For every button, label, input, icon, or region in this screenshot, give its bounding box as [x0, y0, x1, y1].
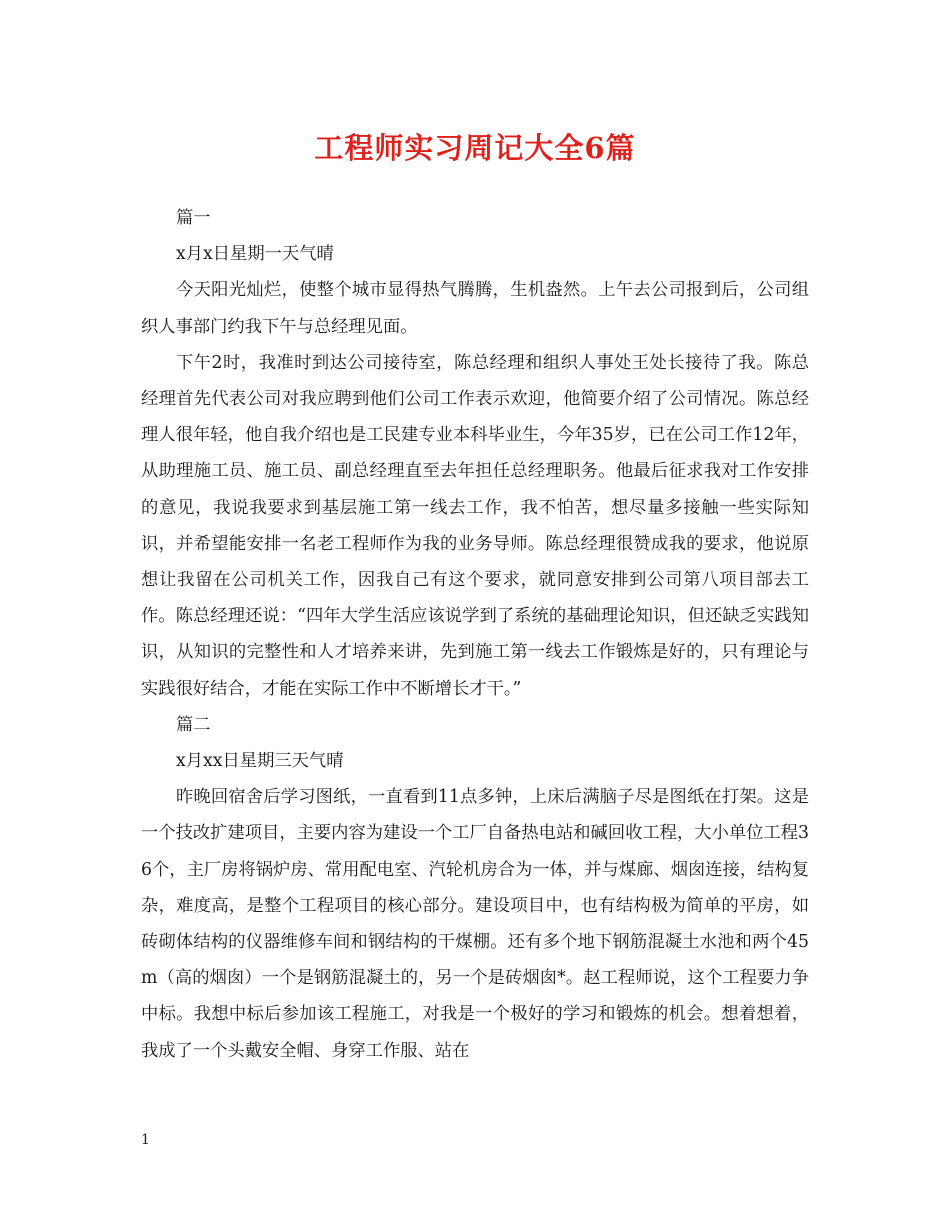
paragraph: 下午2时，我准时到达公司接待室，陈总经理和组织人事处王处长接待了我。陈总经理首先代表公司对我应聘到他们公司工作表示欢迎，他简要介绍了公司情况。陈总经理人很年轻，他自我介绍也是工民建专业本科毕业生，今年35岁，已在公司工作12年，从助理施工员、施工员、副总经理直至去年担任总经理职务。他最后征求我对工作安排的意见，我说我要求到基层施工第一线去工作，我不怕苦，想尽量多接触一些实际知识，并希望能安排一名老工程师作为我的业务导师。陈总经理很赞成我的要求，他说原想让我留在公司机关工作，因我自己有这个要求，就同意安排到公司第八项目部去工作。陈总经理还说：“四年大学生活应该说学到了系统的基础理论知识，但还缺乏实践知识，从知识的完整性和人才培养来讲，先到施工第一线去工作锻炼是好的，只有理论与实践很好结合，才能在实际工作中不断增长才干。” [141, 352, 809, 699]
document-title: 工程师实习周记大全6篇 [314, 131, 636, 165]
page-number: 1 [141, 1132, 150, 1148]
diary-date-2: x月xx日星期三天气晴 [176, 751, 344, 772]
section-heading-2: 篇二 [176, 714, 211, 735]
diary-date-1: x月x日星期一天气晴 [176, 244, 334, 265]
paragraph: 今天阳光灿烂，使整个城市显得热气腾腾，生机盎然。上午去公司报到后，公司组织人事部门约我下午与总经理见面。 [141, 280, 809, 337]
paragraph: 昨晚回宿舍后学习图纸，一直看到11点多钟，上床后满脑子尽是图纸在打架。这是一个技改扩建项目，主要内容为建设一个工厂自备热电站和碱回收工程，大小单位工程36个，主厂房将锅炉房、常用配电室、汽轮机房合为一体，并与煤廊、烟囱连接，结构复杂，难度高，是整个工程项目的核心部分。建设项目中，也有结构极为简单的平房，如砖砌体结构的仪器维修车间和钢结构的干煤棚。还有多个地下钢筋混凝土水池和两个45m（高的烟囱）一个是钢筋混凝土的，另一个是砖烟囱*。赵工程师说，这个工程要力争中标。我想中标后参加该工程施工，对我是一个极好的学习和锻炼的机会。想着想着，我成了一个头戴安全帽、身穿工作服、站在 [141, 787, 809, 1061]
document-body [141, 200, 809, 1069]
section-heading-1: 篇一 [176, 208, 211, 228]
